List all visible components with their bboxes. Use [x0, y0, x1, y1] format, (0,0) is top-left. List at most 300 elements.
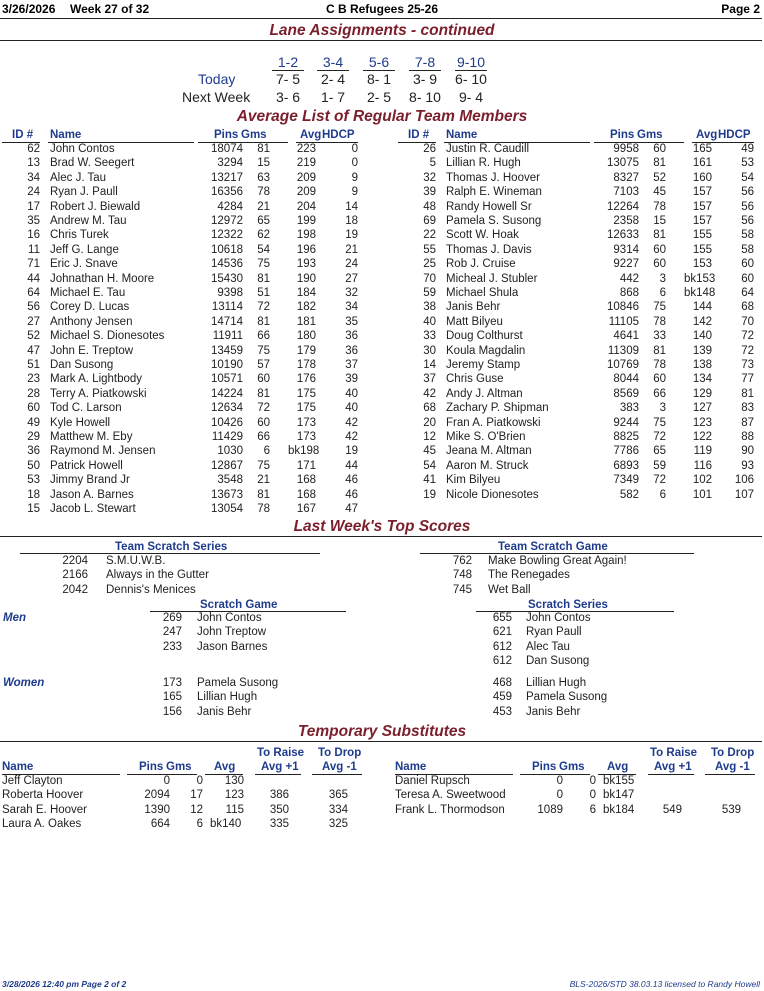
member-pins: 10571 — [211, 373, 243, 386]
member-average: 123 — [692, 416, 712, 429]
member-pins: 12264 — [607, 200, 639, 213]
member-name: Aaron M. Struck — [446, 459, 529, 472]
sub-to-raise: 335 — [269, 818, 289, 831]
men-game-score: 247 — [162, 626, 182, 639]
member-average: 182 — [296, 301, 316, 314]
member-games: 6 — [263, 445, 270, 458]
table-row — [0, 359, 370, 373]
table-row — [396, 172, 764, 186]
member-name: Randy Howell Sr — [446, 200, 532, 213]
men-series-score: 655 — [492, 612, 512, 624]
member-pins: 11429 — [211, 431, 243, 443]
women-label: Women — [3, 677, 45, 689]
member-name: Micheal J. Stubler — [446, 272, 538, 285]
table-row — [0, 818, 370, 832]
table-row — [396, 229, 764, 243]
member-pins: 12633 — [607, 229, 639, 242]
member-games: 81 — [257, 272, 270, 285]
sub-pins-header: Pins — [532, 761, 557, 773]
sub-name: Laura A. Oakes — [2, 818, 82, 831]
member-name: Michael E. Tau — [50, 287, 126, 299]
member-games: 54 — [257, 243, 270, 256]
sub-gms-header: Gms — [559, 761, 585, 773]
member-average: 140 — [692, 330, 712, 343]
page-label: Page 2 — [721, 2, 760, 16]
sub-average: bk147 — [603, 789, 635, 802]
member-pins: 442 — [619, 272, 639, 285]
team-game-score: 762 — [452, 555, 472, 567]
member-pins: 16356 — [211, 186, 243, 199]
member-name: Raymond M. Jensen — [50, 445, 156, 458]
table-row — [0, 273, 370, 287]
member-games: 60 — [257, 416, 270, 429]
lane-pair-header: 1-2 — [277, 54, 299, 70]
women-game-name: Pamela Susong — [197, 677, 279, 689]
member-name: Koula Magdalin — [446, 344, 526, 357]
member-average: bk153 — [684, 272, 716, 285]
lane-today-value: 8- 1 — [366, 71, 392, 87]
member-name: Pamela S. Susong — [446, 215, 542, 227]
sub-pins: 2094 — [144, 789, 170, 802]
men-game-name: Jason Barnes — [197, 640, 268, 653]
member-average: 181 — [296, 315, 316, 328]
member-name: Thomas J. Hoover — [446, 171, 540, 184]
lane-today-label: Today — [198, 71, 236, 87]
top-scores-title: Last Week's Top Scores — [293, 518, 471, 535]
table-row — [0, 186, 370, 200]
member-average: 157 — [692, 186, 712, 199]
member-games: 81 — [257, 488, 270, 501]
member-pins: 1030 — [217, 445, 243, 458]
member-id: 15 — [27, 503, 40, 515]
member-id: 37 — [423, 373, 436, 386]
member-pins: 8569 — [613, 387, 639, 400]
member-pins: 10190 — [211, 359, 243, 371]
team-game-name: The Renegades — [488, 569, 570, 582]
sub-name-header: Name — [2, 761, 34, 773]
table-row — [0, 345, 370, 359]
member-id: 34 — [27, 171, 40, 184]
table-row — [396, 201, 764, 215]
member-pins: 14714 — [211, 315, 243, 328]
member-average: 179 — [296, 344, 316, 357]
member-pins: 383 — [619, 402, 639, 415]
member-games: 60 — [653, 258, 666, 271]
member-average: 223 — [296, 143, 316, 155]
member-average: 129 — [692, 387, 712, 400]
table-row — [0, 157, 370, 171]
member-hdcp: 60 — [741, 258, 754, 271]
men-series-name: Ryan Paull — [526, 626, 582, 639]
table-row — [0, 287, 370, 301]
sub-games: 12 — [190, 803, 203, 816]
member-name: Fran A. Piatkowski — [446, 416, 541, 429]
team-series-title: Team Scratch Series — [115, 541, 228, 553]
member-pins: 12634 — [211, 402, 243, 415]
member-id: 17 — [27, 200, 40, 213]
sub-name: Sarah E. Hoover — [2, 803, 88, 816]
member-name: Tod C. Larson — [50, 402, 122, 415]
women-series-score: 459 — [492, 691, 512, 704]
member-average: 173 — [296, 431, 316, 443]
member-hdcp: 64 — [741, 287, 754, 299]
member-pins: 10618 — [211, 243, 243, 256]
member-games: 57 — [257, 359, 270, 371]
member-hdcp: 83 — [741, 402, 754, 415]
table-row — [396, 445, 764, 459]
member-id: 24 — [27, 186, 40, 199]
substitutes-title: Temporary Substitutes — [297, 723, 467, 740]
member-name: Rob J. Cruise — [446, 258, 516, 271]
member-hdcp: 88 — [741, 431, 754, 443]
member-pins: 13114 — [211, 301, 243, 314]
table-row — [396, 258, 764, 272]
member-id: 14 — [423, 359, 436, 371]
table-row — [0, 789, 370, 803]
member-id: 42 — [423, 387, 436, 400]
member-name: Jeana M. Altman — [446, 445, 532, 458]
sub-name: Jeff Clayton — [2, 775, 63, 787]
member-average: 122 — [692, 431, 712, 443]
member-id: 23 — [27, 373, 40, 386]
women-series-name: Janis Behr — [526, 705, 581, 718]
member-games: 3 — [659, 402, 666, 415]
team-series-name: Dennis's Menices — [106, 583, 196, 596]
member-hdcp: 36 — [345, 330, 358, 343]
member-games: 59 — [653, 459, 666, 472]
member-pins: 10426 — [211, 416, 243, 429]
member-id: 50 — [27, 459, 40, 472]
member-hdcp: 93 — [741, 459, 754, 472]
member-name: Scott W. Hoak — [446, 229, 519, 242]
table-row — [393, 775, 763, 789]
member-name: Zachary P. Shipman — [446, 402, 549, 415]
member-hdcp: 107 — [734, 488, 754, 501]
member-id: 18 — [27, 488, 40, 501]
member-id: 20 — [423, 416, 436, 429]
sub-games: 0 — [196, 775, 203, 787]
member-games: 72 — [653, 431, 666, 443]
sub-pins: 0 — [556, 789, 563, 802]
member-pins: 11911 — [212, 330, 243, 343]
sub-pins: 0 — [163, 775, 170, 787]
member-hdcp: 73 — [741, 359, 754, 371]
lane-next-value: 9- 4 — [458, 89, 484, 105]
member-average: 101 — [692, 488, 712, 501]
member-pins: 15430 — [211, 272, 243, 285]
member-average: 199 — [296, 215, 316, 227]
member-average: 142 — [692, 315, 712, 328]
member-average: 157 — [692, 215, 712, 227]
member-pins: 3294 — [217, 157, 243, 170]
member-name: Jeremy Stamp — [446, 359, 521, 371]
member-average: 144 — [692, 301, 712, 314]
table-row — [396, 143, 764, 157]
member-hdcp: 58 — [741, 243, 754, 256]
member-id: 25 — [423, 258, 436, 271]
top-scores-divider — [0, 536, 762, 537]
member-id: 54 — [423, 459, 436, 472]
member-name: Dan Susong — [50, 359, 114, 371]
member-hdcp: 42 — [345, 416, 358, 429]
member-hdcp: 54 — [741, 171, 754, 184]
member-name: Patrick Howell — [50, 459, 123, 472]
member-average: 219 — [296, 157, 316, 170]
lane-next-value: 3- 6 — [275, 89, 301, 105]
member-id: 12 — [423, 431, 436, 443]
member-hdcp: 35 — [345, 315, 358, 328]
member-pins: 7349 — [613, 474, 639, 487]
table-row — [0, 316, 370, 330]
member-average: 184 — [296, 287, 316, 299]
member-hdcp: 42 — [345, 431, 358, 443]
member-games: 3 — [659, 272, 666, 285]
table-row — [0, 474, 370, 488]
member-pins: 12322 — [211, 229, 243, 242]
member-hdcp: 40 — [345, 387, 358, 400]
member-average: bk198 — [288, 445, 320, 458]
member-name: Jacob L. Stewart — [50, 503, 136, 515]
member-id: 26 — [423, 143, 436, 155]
member-id: 40 — [423, 315, 436, 328]
member-id: 49 — [27, 416, 40, 429]
member-hdcp: 46 — [345, 488, 358, 501]
member-hdcp: 14 — [345, 200, 358, 213]
team-series-name: S.M.U.W.B. — [106, 555, 166, 567]
sub-drop-header: To Drop — [318, 747, 362, 759]
member-pins: 4641 — [613, 330, 639, 343]
member-average: 209 — [296, 186, 316, 199]
member-pins: 18074 — [211, 143, 243, 155]
sub-avg-header: Avg — [607, 761, 629, 773]
member-pins: 14224 — [211, 387, 243, 400]
member-pins: 582 — [619, 488, 639, 501]
table-row — [0, 402, 370, 416]
member-games: 81 — [257, 387, 270, 400]
lane-divider — [0, 40, 762, 41]
member-average: 167 — [296, 503, 316, 515]
member-games: 6 — [659, 488, 666, 501]
member-name: Jimmy Brand Jr — [50, 474, 130, 487]
member-name: Thomas J. Davis — [446, 243, 532, 256]
member-id: 69 — [423, 215, 436, 227]
table-row — [0, 804, 370, 818]
member-games: 66 — [653, 387, 666, 400]
table-row — [396, 244, 764, 258]
member-pins: 3548 — [217, 474, 243, 487]
member-games: 75 — [653, 301, 666, 314]
sub-avg-header: Avg — [214, 761, 236, 773]
member-id: 52 — [27, 330, 40, 343]
member-hdcp: 53 — [741, 157, 754, 170]
sub-pins: 1390 — [144, 803, 170, 816]
lane-today-value: 2- 4 — [320, 71, 346, 87]
member-name: Mark A. Lightbody — [50, 373, 143, 386]
scratch-game-title: Scratch Game — [200, 599, 278, 611]
title-underline — [420, 553, 694, 554]
member-id: 30 — [423, 344, 436, 357]
member-pins: 12972 — [211, 215, 243, 227]
sub-drop-header-2: Avg -1 — [322, 761, 357, 773]
col-avg-header: Avg — [300, 129, 322, 141]
member-games: 66 — [257, 431, 270, 443]
lane-assignments-title: Lane Assignments - continued — [269, 22, 495, 39]
member-id: 11 — [28, 243, 40, 256]
member-average: 193 — [296, 258, 316, 271]
member-id: 19 — [423, 488, 436, 501]
member-hdcp: 72 — [741, 344, 754, 357]
member-games: 75 — [257, 258, 270, 271]
member-id: 56 — [27, 301, 40, 314]
table-row — [0, 172, 370, 186]
member-average: bk148 — [684, 287, 716, 299]
member-games: 63 — [257, 171, 270, 184]
member-hdcp: 106 — [734, 474, 754, 487]
table-row — [0, 489, 370, 503]
lane-pair-header: 5-6 — [368, 54, 390, 70]
member-average: 171 — [296, 459, 316, 472]
member-games: 78 — [653, 359, 666, 371]
sub-gms-header: Gms — [166, 761, 192, 773]
member-games: 81 — [653, 229, 666, 242]
col-gms-header: Gms — [241, 129, 267, 141]
member-id: 62 — [27, 143, 40, 155]
women-series-name: Lillian Hugh — [526, 677, 587, 689]
sub-drop-header: To Drop — [711, 747, 755, 759]
table-row — [393, 789, 763, 803]
member-id: 38 — [423, 301, 436, 314]
men-game-name: John Contos — [197, 612, 262, 624]
table-row — [396, 186, 764, 200]
sub-raise-header: To Raise — [650, 747, 698, 759]
member-average: 198 — [296, 229, 316, 242]
member-hdcp: 0 — [351, 157, 358, 170]
sub-drop-header-2: Avg -1 — [715, 761, 750, 773]
scratch-series-title: Scratch Series — [528, 599, 608, 611]
men-series-name: Dan Susong — [526, 655, 590, 668]
member-games: 78 — [257, 503, 270, 515]
member-name: Jason A. Barnes — [50, 488, 134, 501]
member-pins: 13054 — [211, 503, 243, 515]
member-id: 59 — [423, 287, 436, 299]
col-hdcp-header: HDCP — [718, 129, 751, 141]
women-game-name: Janis Behr — [197, 705, 252, 718]
member-id: 53 — [27, 474, 40, 487]
member-name: Doug Colthurst — [446, 330, 523, 343]
table-row — [0, 143, 370, 157]
member-games: 65 — [257, 215, 270, 227]
table-row — [396, 330, 764, 344]
member-games: 81 — [653, 157, 666, 170]
sub-average: bk155 — [603, 775, 635, 787]
member-id: 60 — [27, 402, 40, 415]
sub-pins: 0 — [556, 775, 563, 787]
member-id: 33 — [423, 330, 436, 343]
member-pins: 14536 — [211, 258, 243, 271]
table-row — [0, 258, 370, 272]
men-series-name: John Contos — [526, 612, 591, 624]
member-name: Michael S. Dionesotes — [50, 330, 165, 343]
member-games: 52 — [653, 171, 666, 184]
lane-today-value: 6- 10 — [455, 71, 487, 87]
member-name: John E. Treptow — [50, 344, 134, 357]
member-average: 178 — [296, 359, 316, 371]
member-id: 22 — [423, 229, 436, 242]
sub-name-header: Name — [395, 761, 427, 773]
member-hdcp: 56 — [741, 215, 754, 227]
member-name: Andy J. Altman — [446, 387, 523, 400]
member-pins: 2358 — [613, 215, 639, 227]
col-id-header: ID # — [12, 129, 34, 141]
table-row — [0, 244, 370, 258]
member-hdcp: 34 — [345, 301, 358, 314]
table-row — [396, 489, 764, 503]
member-average: 165 — [692, 143, 712, 155]
member-name: Janis Behr — [446, 301, 501, 314]
member-hdcp: 39 — [345, 373, 358, 386]
women-series-name: Pamela Susong — [526, 691, 608, 704]
sub-games: 0 — [589, 789, 596, 802]
member-hdcp: 40 — [345, 402, 358, 415]
member-average: 173 — [296, 416, 316, 429]
sub-pins: 664 — [150, 818, 170, 831]
team-game-score: 745 — [452, 583, 472, 596]
sub-raise-header-2: Avg +1 — [261, 761, 299, 773]
member-name: Ralph E. Wineman — [446, 186, 542, 199]
team-series-name: Always in the Gutter — [106, 569, 209, 582]
sub-name: Daniel Rupsch — [395, 775, 470, 787]
table-row — [396, 474, 764, 488]
lane-next-value: 2- 5 — [366, 89, 392, 105]
member-name: Terry A. Piatkowski — [50, 387, 147, 400]
table-row — [393, 804, 763, 818]
member-average: 190 — [296, 272, 316, 285]
table-row — [396, 373, 764, 387]
men-series-name: Alec Tau — [526, 640, 570, 653]
member-id: 68 — [423, 402, 436, 415]
sub-raise-header-2: Avg +1 — [654, 761, 692, 773]
lane-next-label: Next Week — [182, 89, 251, 105]
member-hdcp: 70 — [741, 315, 754, 328]
women-series-score: 468 — [492, 677, 512, 689]
member-id: 41 — [423, 474, 436, 487]
member-hdcp: 60 — [741, 272, 754, 285]
col-pins-header: Pins — [214, 129, 239, 141]
table-row — [0, 229, 370, 243]
member-hdcp: 72 — [741, 330, 754, 343]
member-average: 175 — [296, 387, 316, 400]
team-game-score: 748 — [452, 569, 472, 582]
table-row — [0, 330, 370, 344]
member-name: Anthony Jensen — [50, 315, 133, 328]
table-row — [0, 215, 370, 229]
member-average: 180 — [296, 330, 316, 343]
member-hdcp: 47 — [345, 503, 358, 515]
member-average: 139 — [692, 344, 712, 357]
member-games: 78 — [653, 200, 666, 213]
member-id: 35 — [27, 215, 40, 227]
member-hdcp: 56 — [741, 200, 754, 213]
team-series-score: 2204 — [62, 555, 88, 567]
sub-to-raise: 350 — [269, 803, 289, 816]
member-name: Kyle Howell — [50, 416, 111, 429]
member-id: 45 — [423, 445, 436, 458]
women-series-score: 453 — [492, 705, 512, 718]
member-name: Kim Bilyeu — [446, 474, 501, 487]
member-hdcp: 21 — [345, 243, 358, 256]
member-hdcp: 19 — [345, 445, 358, 458]
member-games: 81 — [257, 143, 270, 155]
